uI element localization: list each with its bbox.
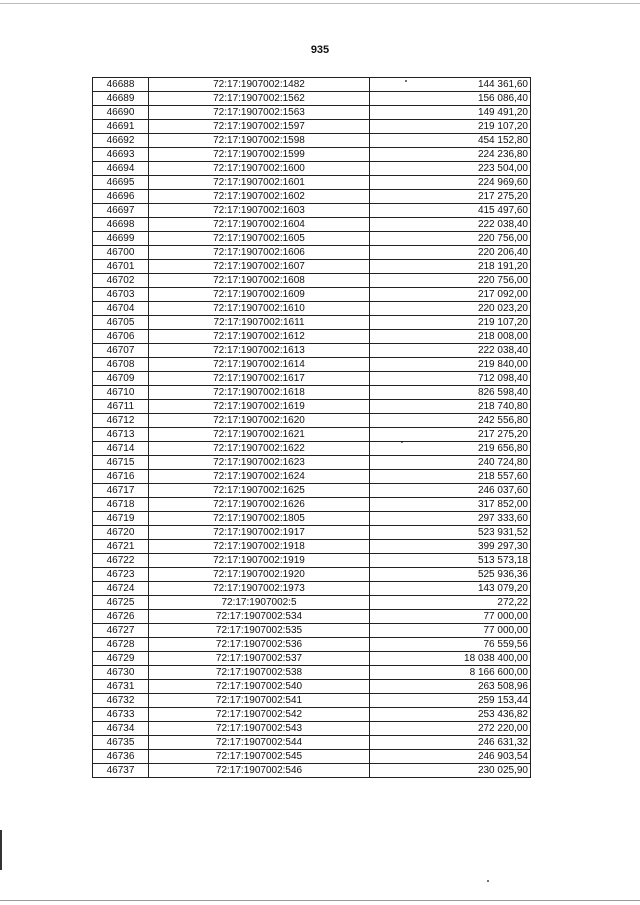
- row-number-cell: 46709: [93, 372, 149, 386]
- cadastral-number-cell: 72:17:1907002:1973: [149, 582, 370, 596]
- value-cell: 246 903,54: [370, 750, 531, 764]
- cadastral-number-cell: 72:17:1907002:1598: [149, 134, 370, 148]
- value-cell: 246 631,32: [370, 736, 531, 750]
- value-cell: 317 852,00: [370, 498, 531, 512]
- cadastral-number-cell: 72:17:1907002:1603: [149, 204, 370, 218]
- row-number-cell: 46692: [93, 134, 149, 148]
- row-number-cell: 46689: [93, 92, 149, 106]
- table-row: [93, 470, 531, 484]
- value-cell: 525 936,36: [370, 568, 531, 582]
- scan-edge-bottom: [0, 900, 640, 901]
- cadastral-number-cell: 72:17:1907002:1601: [149, 176, 370, 190]
- row-number-cell: 46729: [93, 652, 149, 666]
- table-row: [93, 386, 531, 400]
- value-cell: 156 086,40: [370, 92, 531, 106]
- table-row: [93, 92, 531, 106]
- row-number-cell: 46702: [93, 274, 149, 288]
- cadastral-number-cell: 72:17:1907002:1562: [149, 92, 370, 106]
- cadastral-value-table: [92, 77, 531, 778]
- table-row: [93, 246, 531, 260]
- cadastral-number-cell: 72:17:1907002:1613: [149, 344, 370, 358]
- value-cell: 224 236,80: [370, 148, 531, 162]
- table-row: [93, 260, 531, 274]
- cadastral-number-cell: 72:17:1907002:1608: [149, 274, 370, 288]
- row-number-cell: 46725: [93, 596, 149, 610]
- row-number-cell: 46706: [93, 330, 149, 344]
- scan-edge-top: [0, 3, 640, 4]
- table-row: [93, 106, 531, 120]
- value-cell: 253 436,82: [370, 708, 531, 722]
- cadastral-number-cell: 72:17:1907002:543: [149, 722, 370, 736]
- value-cell: 230 025,90: [370, 764, 531, 778]
- row-number-cell: 46710: [93, 386, 149, 400]
- cadastral-number-cell: 72:17:1907002:544: [149, 736, 370, 750]
- value-cell: 220 206,40: [370, 246, 531, 260]
- row-number-cell: 46691: [93, 120, 149, 134]
- row-number-cell: 46736: [93, 750, 149, 764]
- value-cell: 217 275,20: [370, 428, 531, 442]
- table-row: [93, 232, 531, 246]
- value-cell: 223 504,00: [370, 162, 531, 176]
- value-cell: 297 333,60: [370, 512, 531, 526]
- value-cell: 219 656,80: [370, 442, 531, 456]
- cadastral-number-cell: 72:17:1907002:1604: [149, 218, 370, 232]
- scan-speck: [487, 880, 489, 882]
- table-row: [93, 176, 531, 190]
- table-row: [93, 330, 531, 344]
- cadastral-number-cell: 72:17:1907002:1626: [149, 498, 370, 512]
- table-row: [93, 358, 531, 372]
- row-number-cell: 46731: [93, 680, 149, 694]
- row-number-cell: 46717: [93, 484, 149, 498]
- cadastral-number-cell: 72:17:1907002:538: [149, 666, 370, 680]
- row-number-cell: 46719: [93, 512, 149, 526]
- table-row: [93, 442, 531, 456]
- value-cell: 523 931,52: [370, 526, 531, 540]
- table-row: [93, 456, 531, 470]
- row-number-cell: 46723: [93, 568, 149, 582]
- row-number-cell: 46726: [93, 610, 149, 624]
- cadastral-number-cell: 72:17:1907002:1917: [149, 526, 370, 540]
- row-number-cell: 46715: [93, 456, 149, 470]
- value-cell: 224 969,60: [370, 176, 531, 190]
- row-number-cell: 46695: [93, 176, 149, 190]
- table-row: [93, 722, 531, 736]
- cadastral-number-cell: 72:17:1907002:1612: [149, 330, 370, 344]
- value-cell: 219 107,20: [370, 316, 531, 330]
- value-cell: 218 191,20: [370, 260, 531, 274]
- row-number-cell: 46714: [93, 442, 149, 456]
- value-cell: 222 038,40: [370, 218, 531, 232]
- row-number-cell: 46722: [93, 554, 149, 568]
- value-cell: 263 508,96: [370, 680, 531, 694]
- row-number-cell: 46713: [93, 428, 149, 442]
- cadastral-number-cell: 72:17:1907002:1618: [149, 386, 370, 400]
- row-number-cell: 46712: [93, 414, 149, 428]
- cadastral-number-cell: 72:17:1907002:541: [149, 694, 370, 708]
- row-number-cell: 46734: [93, 722, 149, 736]
- row-number-cell: 46705: [93, 316, 149, 330]
- value-cell: 242 556,80: [370, 414, 531, 428]
- table-row: [93, 134, 531, 148]
- row-number-cell: 46700: [93, 246, 149, 260]
- table-row: [93, 624, 531, 638]
- cadastral-number-cell: 72:17:1907002:1622: [149, 442, 370, 456]
- value-cell: 272,22: [370, 596, 531, 610]
- cadastral-number-cell: 72:17:1907002:540: [149, 680, 370, 694]
- table-row: [93, 512, 531, 526]
- table-body: [93, 78, 531, 778]
- table-row: [93, 78, 531, 92]
- cadastral-number-cell: 72:17:1907002:1625: [149, 484, 370, 498]
- table-row: [93, 218, 531, 232]
- row-number-cell: 46716: [93, 470, 149, 484]
- table-row: [93, 414, 531, 428]
- row-number-cell: 46721: [93, 540, 149, 554]
- table-row: [93, 148, 531, 162]
- cadastral-number-cell: 72:17:1907002:1602: [149, 190, 370, 204]
- row-number-cell: 46732: [93, 694, 149, 708]
- table-row: [93, 190, 531, 204]
- value-cell: 217 275,20: [370, 190, 531, 204]
- cadastral-number-cell: 72:17:1907002:542: [149, 708, 370, 722]
- value-cell: 77 000,00: [370, 624, 531, 638]
- row-number-cell: 46707: [93, 344, 149, 358]
- value-cell: 219 840,00: [370, 358, 531, 372]
- table-row: [93, 610, 531, 624]
- row-number-cell: 46694: [93, 162, 149, 176]
- row-number-cell: 46708: [93, 358, 149, 372]
- table-row: [93, 400, 531, 414]
- table-row: [93, 204, 531, 218]
- value-cell: 18 038 400,00: [370, 652, 531, 666]
- cadastral-number-cell: 72:17:1907002:535: [149, 624, 370, 638]
- row-number-cell: 46693: [93, 148, 149, 162]
- row-number-cell: 46735: [93, 736, 149, 750]
- value-cell: 149 491,20: [370, 106, 531, 120]
- table-row: [93, 694, 531, 708]
- cadastral-number-cell: 72:17:1907002:534: [149, 610, 370, 624]
- value-cell: 218 740,80: [370, 400, 531, 414]
- value-cell: 272 220,00: [370, 722, 531, 736]
- page-number: 935: [310, 44, 330, 56]
- table-row: [93, 274, 531, 288]
- value-cell: 399 297,30: [370, 540, 531, 554]
- row-number-cell: 46730: [93, 666, 149, 680]
- table-row: [93, 120, 531, 134]
- value-cell: 826 598,40: [370, 386, 531, 400]
- value-cell: 77 000,00: [370, 610, 531, 624]
- value-cell: 76 559,56: [370, 638, 531, 652]
- cadastral-number-cell: 72:17:1907002:1597: [149, 120, 370, 134]
- value-cell: 240 724,80: [370, 456, 531, 470]
- row-number-cell: 46696: [93, 190, 149, 204]
- value-cell: 454 152,80: [370, 134, 531, 148]
- cadastral-number-cell: 72:17:1907002:1623: [149, 456, 370, 470]
- row-number-cell: 46698: [93, 218, 149, 232]
- value-cell: 259 153,44: [370, 694, 531, 708]
- value-cell: 513 573,18: [370, 554, 531, 568]
- table-row: [93, 750, 531, 764]
- table-row: [93, 568, 531, 582]
- cadastral-number-cell: 72:17:1907002:5: [149, 596, 370, 610]
- value-cell: 143 079,20: [370, 582, 531, 596]
- value-cell: 246 037,60: [370, 484, 531, 498]
- cadastral-number-cell: 72:17:1907002:1920: [149, 568, 370, 582]
- table-row: [93, 736, 531, 750]
- cadastral-number-cell: 72:17:1907002:1620: [149, 414, 370, 428]
- row-number-cell: 46704: [93, 302, 149, 316]
- row-number-cell: 46724: [93, 582, 149, 596]
- table-row: [93, 666, 531, 680]
- row-number-cell: 46720: [93, 526, 149, 540]
- table-row: [93, 638, 531, 652]
- value-cell: 220 756,00: [370, 274, 531, 288]
- table-row: [93, 540, 531, 554]
- table-row: [93, 288, 531, 302]
- row-number-cell: 46733: [93, 708, 149, 722]
- cadastral-number-cell: 72:17:1907002:1609: [149, 288, 370, 302]
- row-number-cell: 46690: [93, 106, 149, 120]
- row-number-cell: 46703: [93, 288, 149, 302]
- table-row: [93, 764, 531, 778]
- cadastral-number-cell: 72:17:1907002:1482: [149, 78, 370, 92]
- table-row: [93, 582, 531, 596]
- value-cell: 219 107,20: [370, 120, 531, 134]
- cadastral-number-cell: 72:17:1907002:1617: [149, 372, 370, 386]
- value-cell: 218 008,00: [370, 330, 531, 344]
- cadastral-number-cell: 72:17:1907002:1607: [149, 260, 370, 274]
- table-row: [93, 708, 531, 722]
- cadastral-number-cell: 72:17:1907002:1919: [149, 554, 370, 568]
- cadastral-number-cell: 72:17:1907002:1563: [149, 106, 370, 120]
- table-row: [93, 596, 531, 610]
- value-cell: 712 098,40: [370, 372, 531, 386]
- table-row: [93, 344, 531, 358]
- table-row: [93, 680, 531, 694]
- scan-edge-left: [0, 830, 2, 870]
- table-row: [93, 554, 531, 568]
- table-row: [93, 428, 531, 442]
- row-number-cell: 46737: [93, 764, 149, 778]
- value-cell: 218 557,60: [370, 470, 531, 484]
- table-row: [93, 484, 531, 498]
- value-cell: 415 497,60: [370, 204, 531, 218]
- table-row: [93, 498, 531, 512]
- cadastral-number-cell: 72:17:1907002:1605: [149, 232, 370, 246]
- cadastral-number-cell: 72:17:1907002:546: [149, 764, 370, 778]
- cadastral-number-cell: 72:17:1907002:1614: [149, 358, 370, 372]
- row-number-cell: 46688: [93, 78, 149, 92]
- cadastral-number-cell: 72:17:1907002:1624: [149, 470, 370, 484]
- value-cell: 222 038,40: [370, 344, 531, 358]
- table-row: [93, 162, 531, 176]
- cadastral-number-cell: 72:17:1907002:545: [149, 750, 370, 764]
- row-number-cell: 46711: [93, 400, 149, 414]
- table-row: [93, 526, 531, 540]
- row-number-cell: 46697: [93, 204, 149, 218]
- cadastral-number-cell: 72:17:1907002:1610: [149, 302, 370, 316]
- value-cell: 217 092,00: [370, 288, 531, 302]
- cadastral-number-cell: 72:17:1907002:1600: [149, 162, 370, 176]
- cadastral-number-cell: 72:17:1907002:1805: [149, 512, 370, 526]
- cadastral-number-cell: 72:17:1907002:1621: [149, 428, 370, 442]
- row-number-cell: 46699: [93, 232, 149, 246]
- row-number-cell: 46718: [93, 498, 149, 512]
- value-cell: 144 361,60: [370, 78, 531, 92]
- cadastral-number-cell: 72:17:1907002:1619: [149, 400, 370, 414]
- cadastral-number-cell: 72:17:1907002:1918: [149, 540, 370, 554]
- cadastral-number-cell: 72:17:1907002:536: [149, 638, 370, 652]
- table-row: [93, 372, 531, 386]
- table-row: [93, 316, 531, 330]
- cadastral-number-cell: 72:17:1907002:1606: [149, 246, 370, 260]
- row-number-cell: 46728: [93, 638, 149, 652]
- row-number-cell: 46701: [93, 260, 149, 274]
- row-number-cell: 46727: [93, 624, 149, 638]
- value-cell: 8 166 600,00: [370, 666, 531, 680]
- value-cell: 220 756,00: [370, 232, 531, 246]
- table-row: [93, 652, 531, 666]
- cadastral-number-cell: 72:17:1907002:1599: [149, 148, 370, 162]
- cadastral-number-cell: 72:17:1907002:1611: [149, 316, 370, 330]
- cadastral-number-cell: 72:17:1907002:537: [149, 652, 370, 666]
- table-row: [93, 302, 531, 316]
- value-cell: 220 023,20: [370, 302, 531, 316]
